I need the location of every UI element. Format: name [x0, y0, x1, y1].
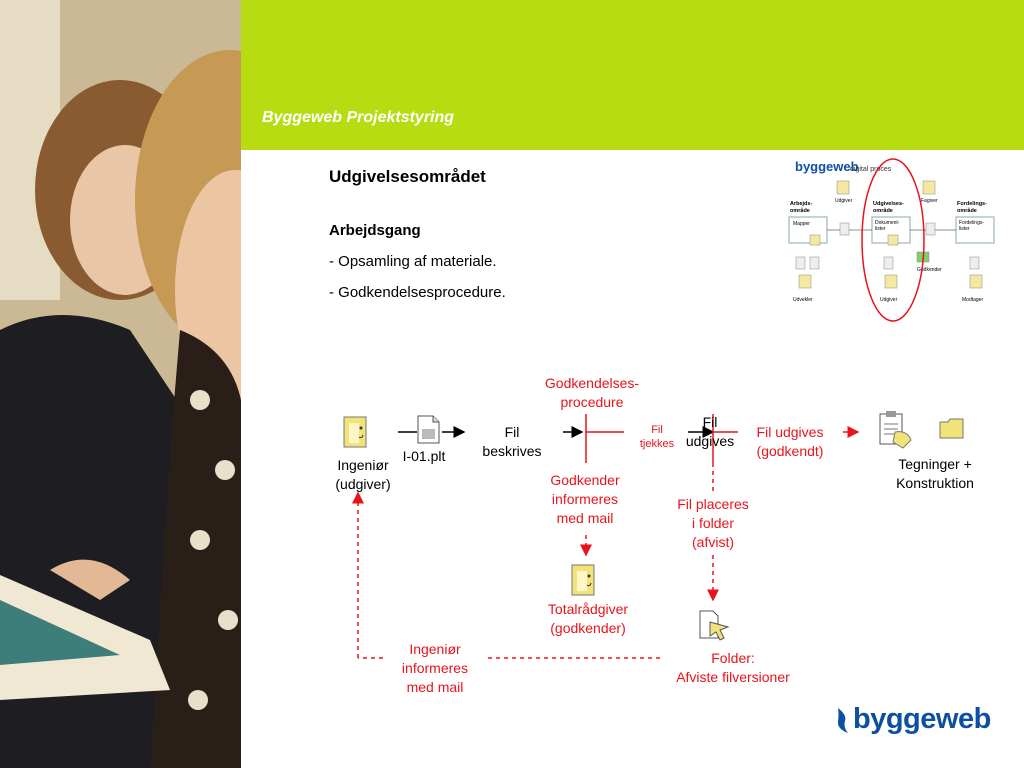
thumb-modtager: Modtager: [962, 297, 984, 303]
engineer-informed-label: Ingeniør informeres med mail: [401, 641, 469, 695]
thumb-col2-title-1: Udgivelses-: [873, 201, 904, 207]
fil-beskrives-label: Fil beskrives: [482, 424, 542, 459]
approver-informed-label: Godkender informeres med mail: [550, 472, 620, 526]
thumb-udgiver-bottom: Udgiver: [880, 297, 898, 303]
thumb-udvekler: Udvekler: [793, 297, 813, 303]
thumb-brand: byggeweb: [795, 159, 859, 174]
thumb-tag: digital proces: [850, 166, 892, 173]
byggeweb-logo-icon: [835, 705, 851, 735]
plt-file-label: I-01.plt: [402, 448, 446, 464]
thumb-box1: Mapper: [793, 221, 810, 227]
clipboard-hand-icon: [877, 410, 915, 450]
thumb-box2-2: lister: [875, 226, 886, 232]
fil-udgives-approved-label: Fil udgives (godkendt): [756, 424, 824, 459]
thumb-udgiver-top: Udgiver: [835, 198, 853, 204]
bullet-1: - Opsamling af materiale.: [329, 253, 497, 270]
fil-tjekkes-label: Fil tjekkes: [639, 424, 675, 450]
engineer-label: Ingeniør (udgiver): [335, 457, 391, 492]
bullet-2: - Godkendelsesprocedure.: [329, 284, 506, 301]
total-advisor-label: Totalrådgiver (godkender): [547, 601, 629, 636]
folder-icon: [939, 418, 965, 440]
thumb-box3-1: Fordelings-: [959, 220, 985, 226]
thumb-col3-title-1: Fordelings-: [957, 201, 987, 207]
rejected-file-folder-icon: [698, 610, 732, 642]
fil-udgives-label: Fil udgives: [685, 414, 735, 449]
byggeweb-logo: [835, 703, 991, 736]
header-title: Byggeweb Projektstyring: [262, 109, 455, 126]
thumb-box3-2: lister: [959, 226, 970, 232]
total-advisor-face-icon: [569, 563, 599, 599]
engineer-face-icon: [341, 415, 371, 451]
byggeweb-logo-text: byggeweb: [853, 703, 991, 735]
approval-procedure-label: Godkendelses- procedure: [544, 375, 640, 410]
thumb-box2-1: Dokument-: [875, 220, 900, 226]
thumb-godkender: Godkender: [917, 267, 942, 273]
thumb-col2-title-2: område: [873, 208, 893, 214]
plt-file-icon: [416, 415, 442, 445]
thumb-fagiver: Fagiver: [921, 198, 938, 204]
folder-label: Folder: Afviste filversioner: [676, 650, 790, 685]
file-placed-label: Fil placeres i folder (afvist): [677, 496, 749, 550]
drawings-label: Tegninger + Konstruktion: [896, 456, 974, 491]
thumb-col3-title-2: område: [957, 208, 977, 214]
thumb-col1-title-2: område: [790, 208, 810, 214]
section-heading: Udgivelsesområdet: [329, 167, 486, 186]
thumb-col1-title-1: Arbejds-: [790, 201, 813, 207]
subheading: Arbejdsgang: [329, 222, 421, 239]
